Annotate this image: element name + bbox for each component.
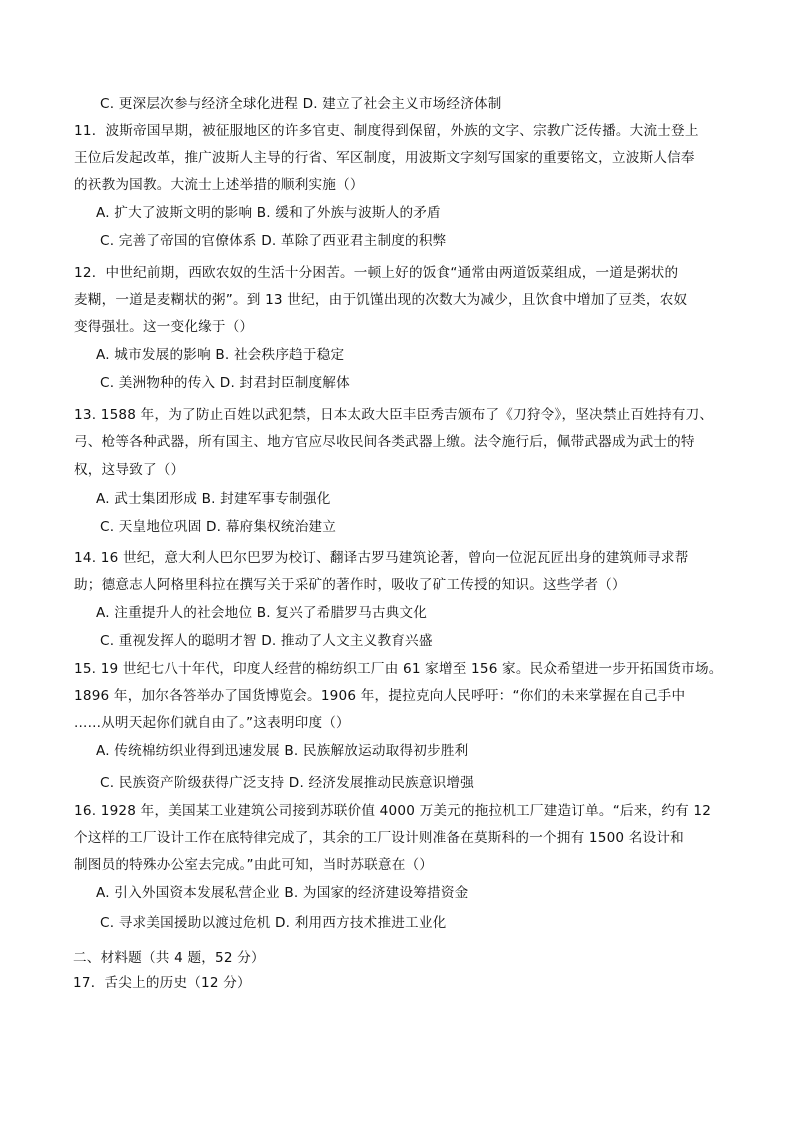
q16-options-cd: C. 寻求美国援助以渡过危机 D. 利用西方技术推进工业化 <box>100 915 447 931</box>
q12-stem-line-3: 变得强壮。这一变化缘于（） <box>74 319 254 335</box>
q17-title: 17．舌尖上的历史（12 分） <box>73 975 251 991</box>
q12-stem-line-1: 12．中世纪前期，西欧农奴的生活十分困苦。一顿上好的饭食“通常由两道饭菜组成，一道是粥状的 <box>74 265 679 281</box>
q11-options-ab: A. 扩大了波斯文明的影响 B. 缓和了外族与波斯人的矛盾 <box>96 205 441 221</box>
q15-stem-line-3: ......从明天起你们就自由了。”这表明印度（） <box>74 715 350 731</box>
section-heading: 二、材料题（共 4 题，52 分） <box>73 950 265 966</box>
q13-options-cd: C. 天皇地位巩固 D. 幕府集权统治建立 <box>100 519 337 535</box>
q15-options-cd: C. 民族资产阶级获得广泛支持 D. 经济发展推动民族意识增强 <box>100 775 475 791</box>
q16-options-ab: A. 引入外国资本发展私营企业 B. 为国家的经济建设筹措资金 <box>96 885 469 901</box>
q13-stem-line-3: 权，这导致了（） <box>74 462 185 478</box>
q13-stem-line-2: 弓、枪等各种武器，所有国主、地方官应尽收民间各类武器上缴。法令施行后，佩带武器成为武士的特 <box>74 434 695 450</box>
q14-stem-line-2: 助；德意志人阿格里科拉在撰写关于采矿的著作时，吸收了矿工传授的知识。这些学者（） <box>74 577 626 593</box>
q13-options-ab: A. 武士集团形成 B. 封建军事专制强化 <box>96 491 331 507</box>
q16-stem-line-1: 16. 1928 年，美国某工业建筑公司接到苏联价值 4000 万美元的拖拉机工厂建造订单。“后来，约有 12 <box>74 803 712 819</box>
q14-options-cd: C. 重视发挥人的聪明才智 D. 推动了人文主义教育兴盛 <box>100 633 433 649</box>
q12-stem-line-2: 麦糊，一道是麦糊状的粥”。到 13 世纪，由于饥馑出现的次数大为减少，且饮食中增加了豆类，农奴 <box>74 292 688 308</box>
q11-options-cd: C. 完善了帝国的官僚体系 D. 革除了西亚君主制度的积弊 <box>100 233 447 249</box>
q16-stem-line-3: 制图员的特殊办公室去完成。”由此可知，当时苏联意在（） <box>74 857 434 873</box>
q14-stem-line-1: 14. 16 世纪，意大利人巴尔巴罗为校订、翻译古罗马建筑论著，曾向一位泥瓦匠出身的建筑师寻求帮 <box>74 550 689 566</box>
q15-options-ab: A. 传统棉纺织业得到迅速发展 B. 民族解放运动取得初步胜利 <box>96 743 469 759</box>
q15-stem-line-2: 1896 年，加尔各答举办了国货博览会。1906 年，提拉克向人民呼吁：“你们的未来掌握在自己手中 <box>74 688 686 704</box>
q14-options-ab: A. 注重提升人的社会地位 B. 复兴了希腊罗马古典文化 <box>96 605 428 621</box>
q12-options-cd: C. 美洲物种的传入 D. 封君封臣制度解体 <box>100 375 350 391</box>
q16-stem-line-2: 个这样的工厂设计工作在底特律完成了，其余的工厂设计则准备在莫斯科的一个拥有 1500 名设计和 <box>74 830 684 846</box>
q15-stem-line-1: 15. 19 世纪七八十年代，印度人经营的棉纺织工厂由 61 家增至 156 家。民众希望进一步开拓国货市场。 <box>74 661 723 677</box>
q11-stem-line-1: 11．波斯帝国早期，被征服地区的许多官吏、制度得到保留，外族的文字、宗教广泛传播。大流士登上 <box>74 123 699 139</box>
q11-stem-line-3: 的祆教为国教。大流士上述举措的顺利实施（） <box>74 177 364 193</box>
q11-stem-line-2: 王位后发起改革，推广波斯人主导的行省、军区制度，用波斯文字刻写国家的重要铭文，立波斯人信奉 <box>74 150 695 166</box>
q12-options-ab: A. 城市发展的影响 B. 社会秩序趋于稳定 <box>96 347 345 363</box>
q10-options-cd: C. 更深层次参与经济全球化进程 D. 建立了社会主义市场经济体制 <box>100 96 502 112</box>
q13-stem-line-1: 13. 1588 年，为了防止百姓以武犯禁，日本太政大臣丰臣秀吉颁布了《刀狩令》，坚决禁止百姓持有刀、 <box>74 407 714 423</box>
